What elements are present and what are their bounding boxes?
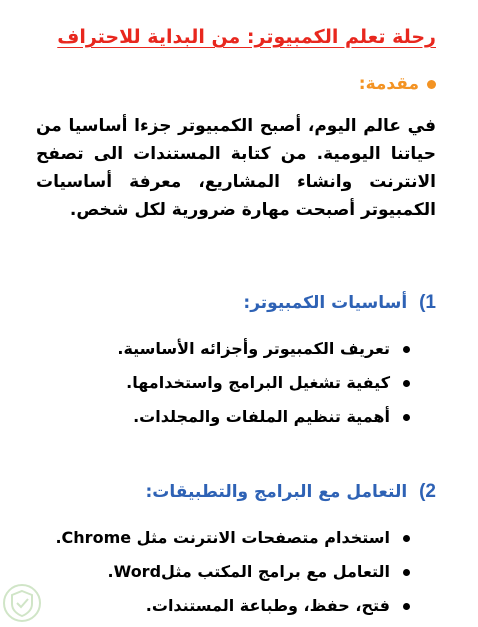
list-item-text: فتح، حفظ، وطباعة المستندات. bbox=[145, 596, 390, 615]
bullet-icon bbox=[403, 414, 410, 421]
document-title: رحلة تعلم الكمبيوتر: من البداية للاحتراف bbox=[57, 26, 436, 48]
section-number-1: 1) bbox=[419, 292, 436, 313]
bullet-icon bbox=[403, 569, 410, 576]
intro-heading-row bbox=[359, 74, 436, 94]
shield-logo-icon bbox=[2, 583, 42, 623]
list-item-text: تعريف الكمبيوتر وأجزائه الأساسية. bbox=[117, 339, 390, 358]
list-item-text: التعامل مع برامج المكتب مثلWord. bbox=[107, 562, 390, 581]
bullet-icon bbox=[403, 346, 410, 353]
list-item-text: استخدام متصفحات الانترنت مثل Chrome. bbox=[55, 528, 390, 547]
intro-heading: مقدمة: bbox=[358, 74, 419, 94]
list-item bbox=[117, 332, 410, 366]
list-item-text: كيفية تشغيل البرامج واستخدامها. bbox=[126, 373, 390, 392]
list-item-text: أهمية تنظيم الملفات والمجلدات. bbox=[133, 407, 390, 426]
section-2-list bbox=[55, 521, 410, 623]
list-item bbox=[55, 555, 410, 589]
bullet-icon bbox=[403, 380, 410, 387]
section-number-2: 2) bbox=[419, 481, 436, 502]
intro-paragraph: في عالم اليوم، أصبح الكمبيوتر جزءا أساسيا من حياتنا اليومية. من كتابة المستندات الى تصفح الانترنت وانشاء المشاريع، معرفة أساسيات الكمبيوتر أصبحت مهارة ضرورية لكل شخص. bbox=[36, 116, 436, 220]
section-title-2: التعامل مع البرامج والتطبيقات: bbox=[145, 482, 408, 502]
section-heading-1 bbox=[243, 292, 436, 314]
list-item bbox=[55, 589, 410, 623]
section-1-list bbox=[117, 332, 410, 434]
section-title-1: أساسيات الكمبيوتر: bbox=[243, 293, 408, 313]
bullet-icon bbox=[403, 535, 410, 542]
list-item bbox=[55, 521, 410, 555]
bullet-icon bbox=[403, 603, 410, 610]
section-heading-2 bbox=[145, 481, 436, 503]
list-item bbox=[117, 366, 410, 400]
orange-bullet-icon bbox=[427, 80, 436, 89]
list-item bbox=[117, 400, 410, 434]
